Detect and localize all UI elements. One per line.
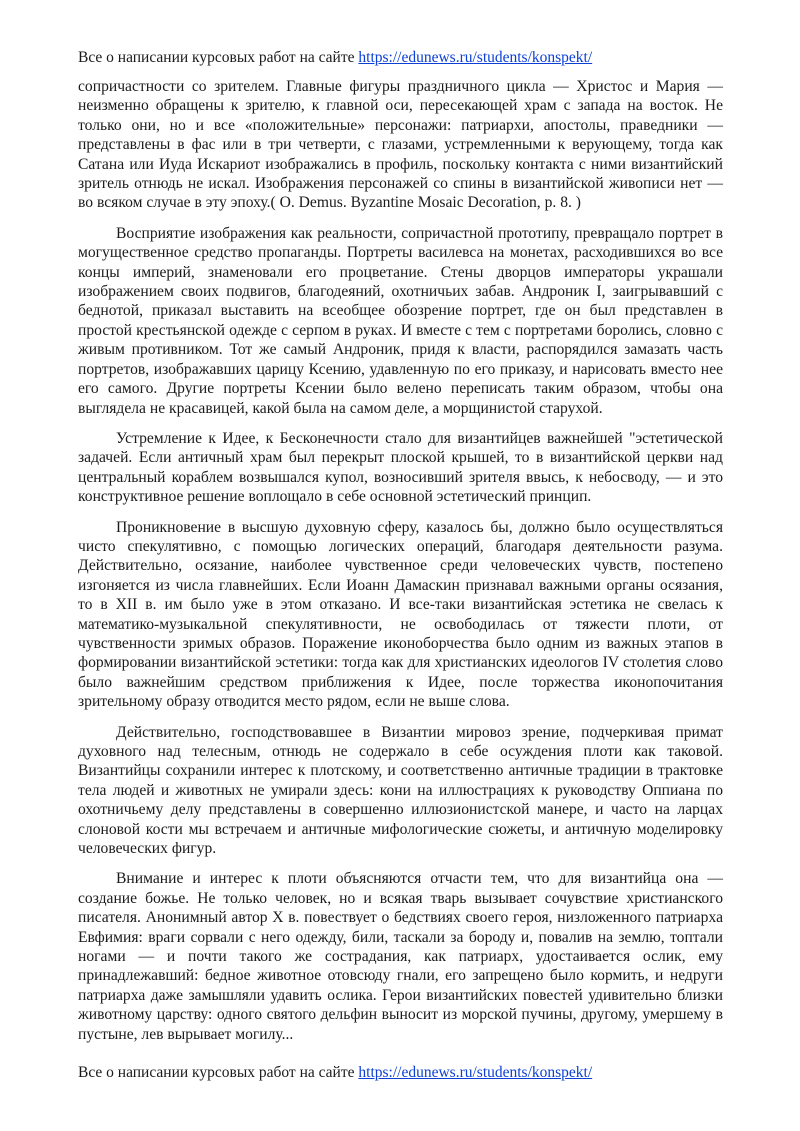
paragraph-1: сопричастности со зрителем. Главные фигуры праздничного цикла — Христос и Мария — неизменно обращены к зрителю, к главной оси, пересекающей храм с запада на восток. Не только они, но и все «положительные» персонажи: патриархи, апостолы, праведники — представлены в фас или в три четверти, с глазами, устремленными к верующему, тогда как Сатана или Иуда Искариот изображались в профиль, поскольку контакта с ними византийский зритель отнюдь не искал. Изображения персонажей со спины в византийской живописи нет — во всяком случае в эту эпоху.( O. Demus. Byzantine Mosaic Decoration, p. 8. ): [78, 78, 723, 212]
footer-link[interactable]: https://edunews.ru/students/konspekt/: [358, 1064, 593, 1081]
footer-text: Все о написании курсовых работ на сайте: [78, 1064, 359, 1081]
paragraph-4: Проникновение в высшую духовную сферу, казалось бы, должно было осуществляться чисто спекулятивно, с помощью логических операций, благодаря деятельности разума. Действительно, осязание, наиболее чувственное среди человеческих чувств, постепено изгоняется из числа главнейших. Если Иоанн Дамаскин признавал важными органы осязания, то в XII в. им было уже в этом отказано. И все-таки византийская эстетика не свелась к математико-музыкальной спекулятивности, не освободилась от тяжести плоти, от чувственности зримых образов. Поражение иконоборчества было одним из важных этапов в формировании византийской эстетики: тогда как для христианских идеологов IV столетия слово было важнейшим средством приближения к Идее, после торжества иконопочитания зрительному образу отводится место рядом, если не выше слова.: [78, 518, 723, 711]
paragraph-2: Восприятие изображения как реальности, сопричастной прототипу, превращало портрет в могущественное средство пропаганды. Портреты василевса на монетах, расходившихся во все концы империй, знаменовали его процветание. Стены дворцов императоры украшали изображением своих подвигов, благодеяний, охотничьих забав. Андроник I, заигрывавший с беднотой, приказал выставить на всеобщее обозрение портрет, где он был представлен в простой крестьянской одежде с серпом в руках. И вместе с тем с портретами боролись, словно с живым противником. Тот же самый Андроник, придя к власти, распорядился замазать часть портретов, изображавших царицу Ксению, удавленную по его приказу, и нарисовать вместо нее его самого. Другие портреты Ксении было велено переписать таким образом, чтобы она выглядела не красавицей, какой была на самом деле, а морщинистой старухой.: [78, 224, 723, 417]
header-text: Все о написании курсовых работ на сайте: [78, 49, 359, 66]
page-header: [78, 48, 722, 68]
document-body: [78, 77, 723, 1055]
paragraph-5: Действительно, господствовавшее в Византии мировоз зрение, подчеркивая примат духовного над телесным, отнюдь не содержало в себе осуждения плоти как таковой. Византийцы сохранили интерес к плотскому, и соответственно античные традиции в трактовке тела людей и животных не умирали здесь: кони на иллюстрациях к руководству Оппиана по охотничьему делу представлены в совершенно иллюзионистской манере, и часто на ларцах слоновой кости мы встречаем и античные мифологические сюжеты, и античную моделировку человеческих фигур.: [78, 723, 723, 858]
header-link[interactable]: https://edunews.ru/students/konspekt/: [358, 49, 593, 66]
paragraph-3: Устремление к Идее, к Бесконечности стало для византийцев важнейшей "эстетической задачей. Если античный храм был перекрыт плоской крышей, то в византийской церкви над центральный кораблем возвышался купол, возносивший зрителя ввысь, к небосводу, — и это конструктивное решение воплощало в себе основной эстетический принцип.: [78, 429, 723, 506]
page-footer: [78, 1063, 722, 1083]
paragraph-6: Внимание и интерес к плоти объясняются отчасти тем, что для византийца она — создание божье. Не только человек, но и всякая тварь вызывает сочувствие христианского писателя. Анонимный автор X в. повествует о бедствиях своего героя, низложенного патриарха Евфимия: враги сорвали с него одежду, били, таскали за бороду и, повалив на землю, топтали ногами — и почти такого же сострадания, как патриарх, удостаивается ослик, ему принадлежавший: бедное животное отовсюду гнали, его запрещено было кормить, и недруги патриарха даже замышляли удавить ослика. Герои византийских повестей удивительно близки животному царству: одного святого дельфин выносит из морской пучины, другому, умершему в пустыне, лев вырывает могилу...: [78, 870, 723, 1043]
